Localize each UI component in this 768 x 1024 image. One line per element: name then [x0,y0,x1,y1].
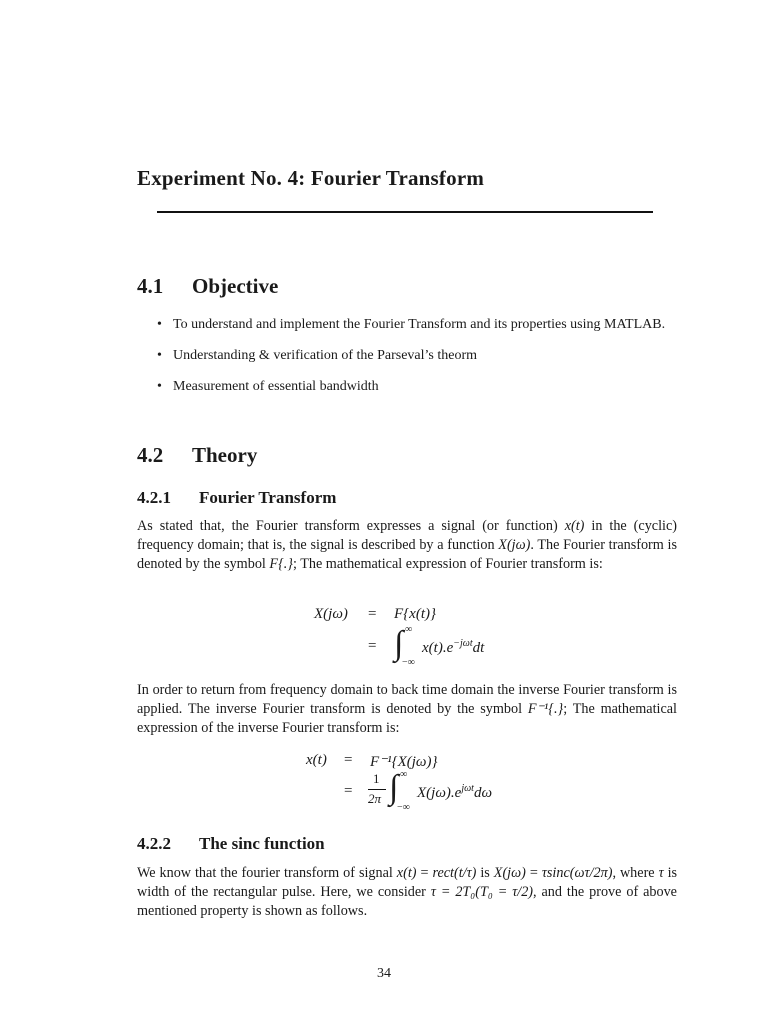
para-text: is width of the rectangular pulse. Here, we consider [137,865,678,900]
math-text: X(jω).e [417,785,462,801]
bullet-text: Measurement of essential bandwidth [173,379,379,394]
math-inline: X(jω) [498,537,531,553]
math-inline: F{.} [269,556,293,572]
subsection-number-fourier: 4.2.1 [137,488,171,507]
eq1-integrand [422,638,484,657]
bullet-icon: • [157,348,162,363]
math-inline: τsinc(ωτ/2π) [541,865,613,881]
subsection-title-fourier: Fourier Transform [199,488,337,507]
para-text: , and the prove of above mentioned property is shown as follows. [137,884,677,919]
fourier-paragraph-2 [137,681,677,738]
math-exponent: jωt [461,783,474,794]
math-inline: x(t) [564,518,585,534]
para-text: in the (cyclic) frequency domain; that is, the signal is described by a function [137,518,677,553]
section-title-objective: Objective [192,274,279,298]
objective-list [137,316,677,409]
list-item [137,378,677,396]
bullet-text: Understanding & verification of the Parseval’s theorm [173,348,478,363]
para-text: We know that the fourier transform of signal [137,865,397,881]
eq1-rhs-1: F{x(t)} [394,606,436,622]
math-inline: = [529,865,538,881]
math-inline: X(jω) [493,865,526,881]
bullet-icon: • [157,317,162,332]
eq2-integrand [417,783,492,802]
para-text: , where [612,865,659,881]
para-text: In order to return from frequency domain to back time domain the inverse Fourier transform is applied. The inverse Fourier transform is denoted by the symbol [137,682,677,717]
eq1-equals-2: = [368,638,377,654]
eq1-lhs: X(jω) [314,606,348,622]
fraction-bar [368,789,386,790]
eq2-upper-limit: ∞ [400,769,408,780]
chapter-title: Experiment No. 4: Fourier Transform [137,166,485,190]
list-item [137,316,677,334]
page-number: 34 [377,966,391,981]
integral-icon: ∫ [394,625,404,662]
subsection-number-sinc: 4.2.2 [137,834,171,853]
sinc-paragraph [137,864,677,921]
bullet-text: To understand and implement the Fourier Transform and its properties using MATLAB. [173,317,666,332]
math-text: dω [473,785,493,801]
math-inline: = [420,865,429,881]
eq1-lower-limit: −∞ [402,657,415,668]
section-title-theory: Theory [192,443,258,467]
eq2-rhs-1: F⁻¹{X(jω)} [370,754,438,770]
para-text: As stated that, the Fourier transform expresses a signal (or function) [137,518,565,534]
list-item [137,347,677,365]
eq2-equals-2: = [344,783,353,799]
math-inline: F⁻¹{.} [527,701,564,717]
math-inline: τ = 2T₀(T₀ = τ/2) [430,884,534,900]
eq2-fraction-numerator: 1 [373,771,380,786]
eq2-equals-1: = [344,752,353,768]
eq1-upper-limit: ∞ [405,624,413,635]
integral-icon: ∫ [389,769,399,806]
fourier-paragraph-1 [137,517,677,574]
para-text: ; The mathematical expression of the inverse Fourier transform is: [137,701,677,736]
math-inline: x(t) [396,865,417,881]
section-number-theory: 4.2 [137,443,164,467]
eq2-fraction-denominator: 2π [368,791,382,806]
eq2-lower-limit: −∞ [397,802,410,813]
eq2-lhs: x(t) [306,752,327,768]
para-text: is [476,865,494,881]
para-text: ; The mathematical expression of Fourier transform is: [292,556,603,572]
eq1-equals-1: = [368,606,377,622]
bullet-icon: • [157,379,162,394]
section-number-objective: 4.1 [137,274,164,298]
math-inline: rect(t/τ) [432,865,477,881]
math-exponent: −jωt [453,638,473,649]
title-rule [157,211,653,213]
math-inline: τ [658,865,664,881]
para-text: . The Fourier transform is denoted by the symbol [137,537,677,572]
math-text: x(t).e [422,640,454,656]
math-text: dt [472,640,485,656]
subsection-title-sinc: The sinc function [199,834,325,853]
